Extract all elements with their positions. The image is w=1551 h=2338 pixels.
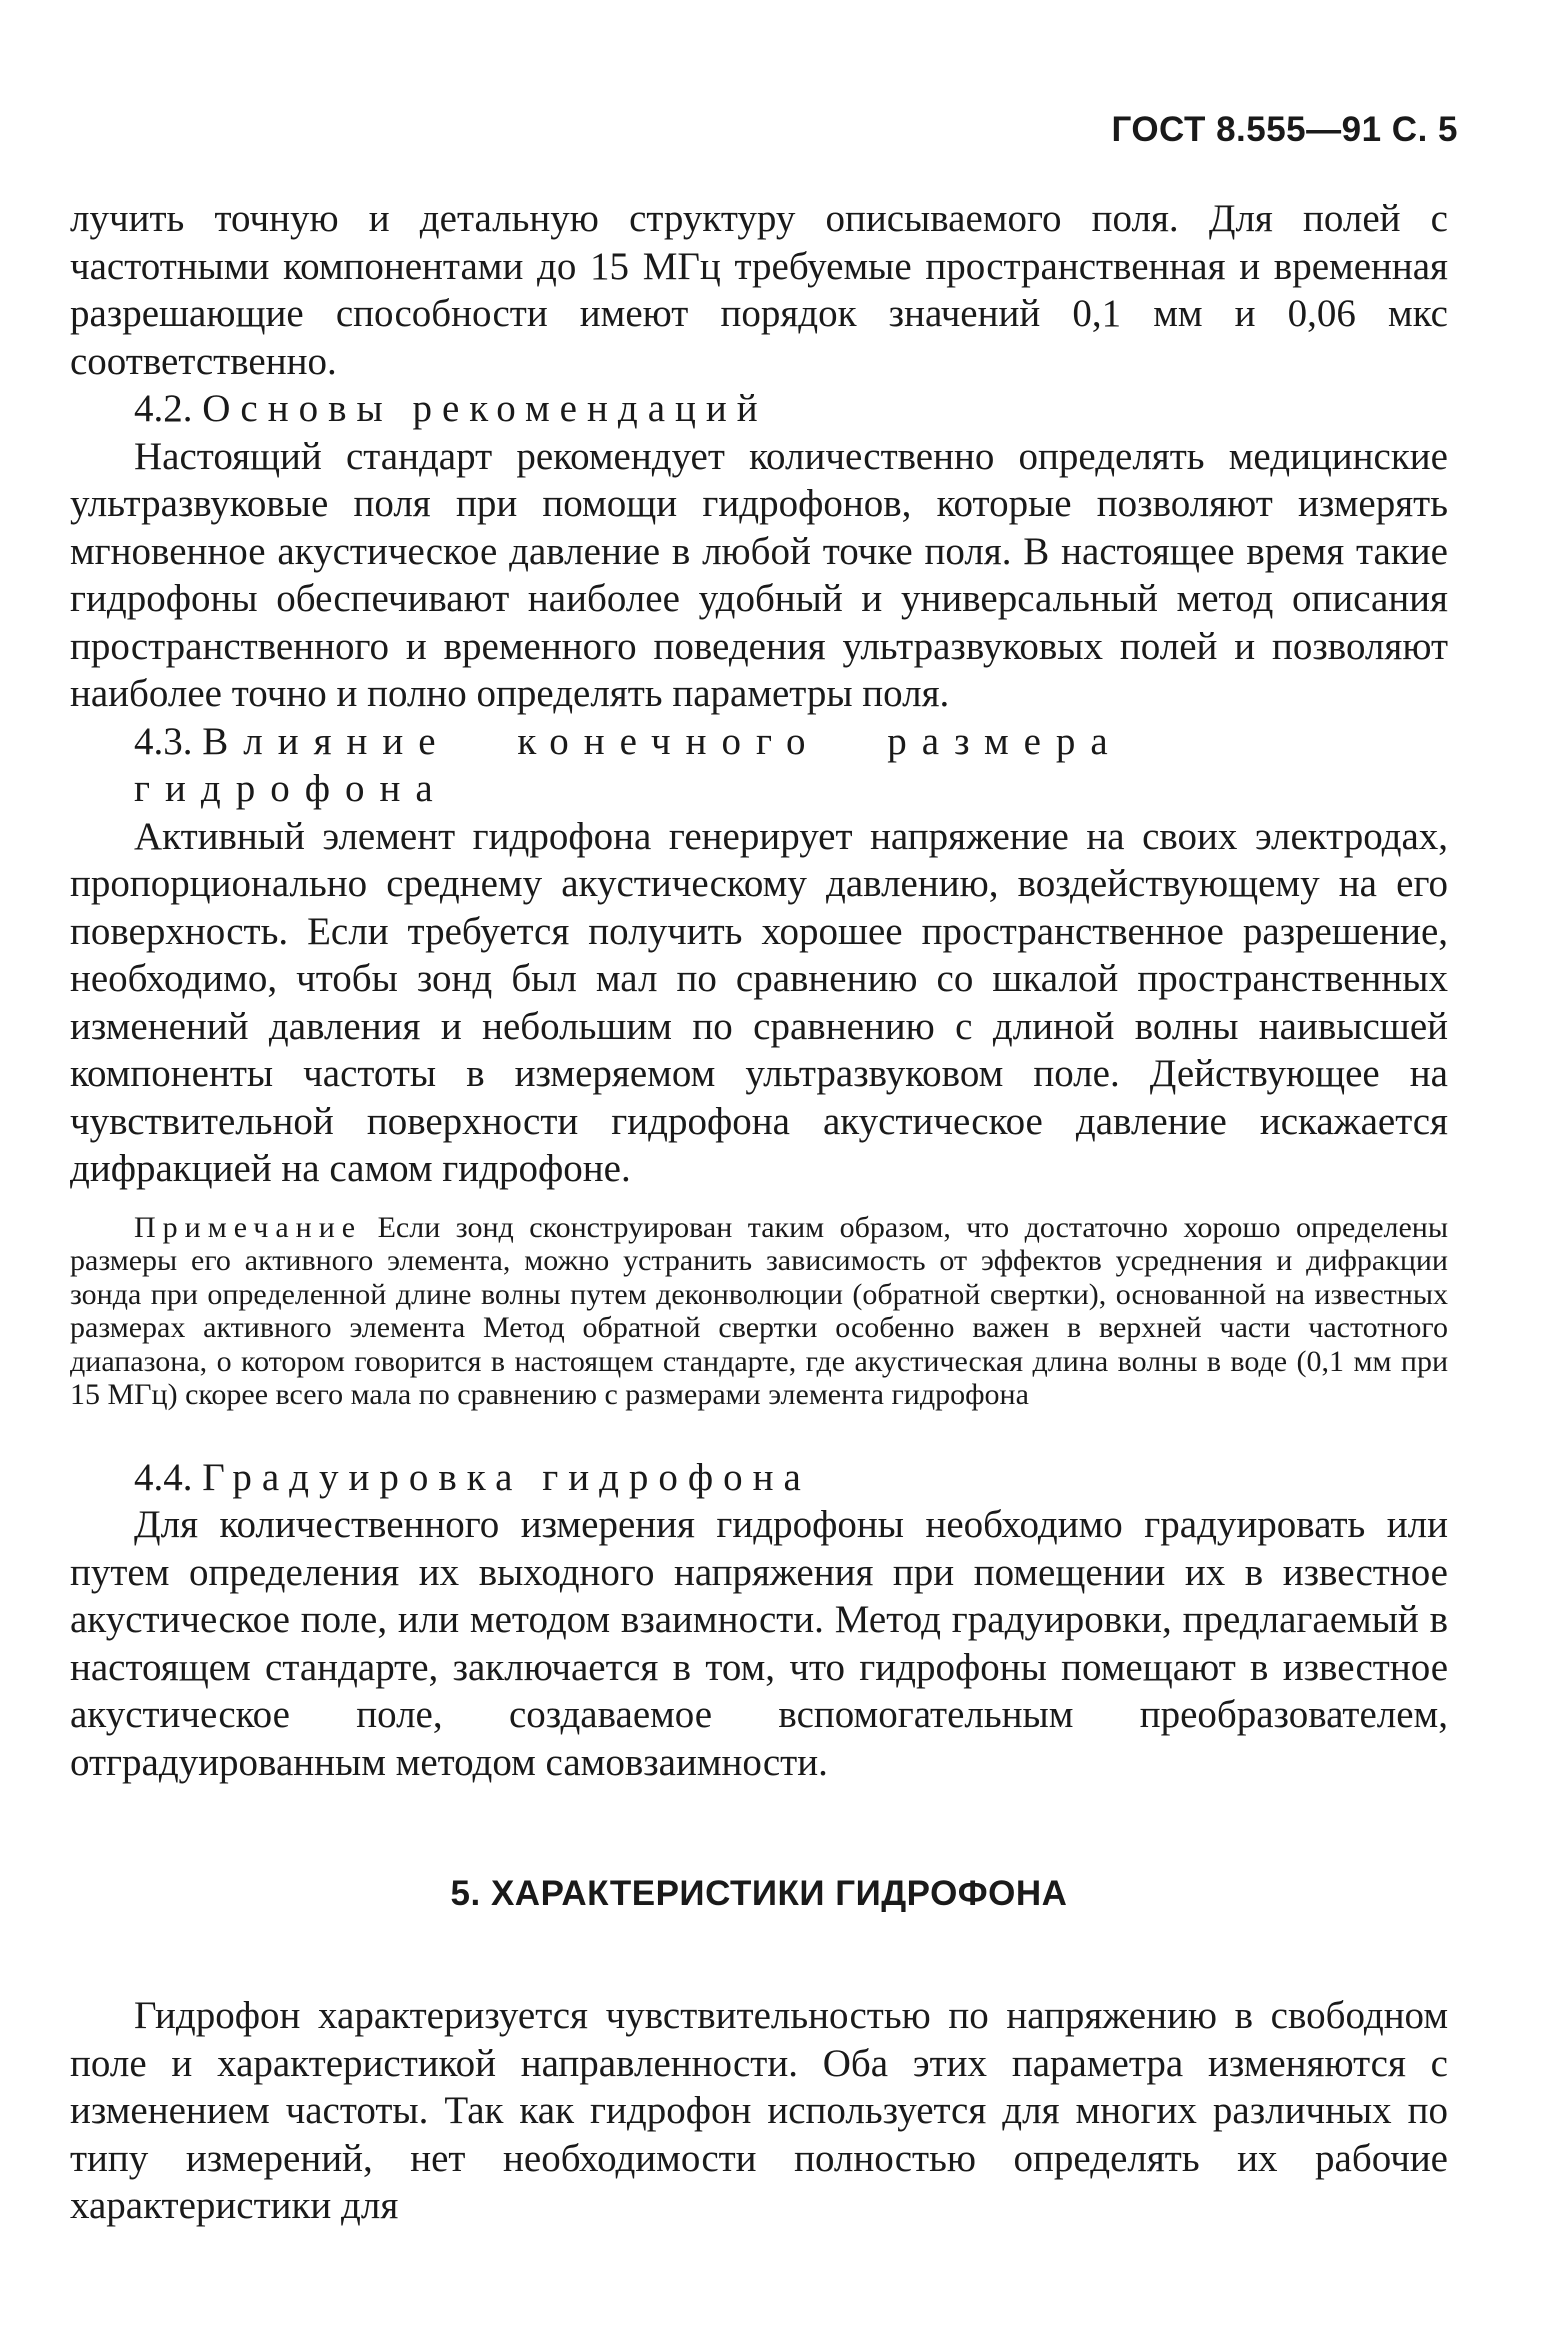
section-title: Влияние конечного размера гидрофона xyxy=(134,719,1123,810)
section-title: Основы рекомендаций xyxy=(202,387,768,430)
intro-paragraph: лучить точную и детальную структуру описываемого поля. Для полей с частотными компонентами до 15 МГц требуемые пространственная и временная разрешающие способности имеют порядок значений 0,1 мм и 0,06 мкс соответственно. xyxy=(70,197,1448,383)
section-number: 4.2. xyxy=(134,387,193,430)
section-4-2-paragraph: Настоящий стандарт рекомендует количественно определять медицинские ультразвуковые поля при помощи гидрофонов, которые позволяют измерять мгновенное акустическое давление в любой точке поля. В настоящее время такие гидрофоны обеспечивают наиболее удобный и универсальный метод описания пространственного и временного поведения ультразвуковых полей и позволяют наиболее точно и полно определять параметры поля. xyxy=(70,434,1448,715)
note-label: Примечание xyxy=(134,1210,363,1244)
section-4-4-heading xyxy=(70,1454,1448,1502)
section-4-2-heading xyxy=(70,385,1448,433)
section-number: 4.4. xyxy=(134,1455,193,1499)
section-4-3-paragraph: Активный элемент гидрофона генерирует напряжение на своих электродах, пропорционально среднему акустическому давлению, воздействующему на его поверхность. Если требуется получить хорошее пространственное разрешение, необходимо, чтобы зонд был мал по сравнению со шкалой пространственных изменений давления и небольшим по сравнению с длиной волны наивысшей компоненты частоты в измеряемом ультразвуковом поле. Действующее на чувствительной поверхности гидрофона акустическое давление искажается дифракцией на самом гидрофоне. xyxy=(70,814,1448,1190)
section-4-4-paragraph: Для количественного измерения гидрофоны необходимо градуировать или путем определения их выходного напряжения при помещении их в известное акустическое поле, или методом взаимности. Метод градуировки, предлагаемый в настоящем стандарте, заключается в том, что гидрофоны помещают в известное акустическое поле, создаваемое вспомогательным преобразователем, отградуированным методом самовзаимности. xyxy=(70,1503,1448,1784)
chapter-5-heading: 5. ХАРАКТЕРИСТИКИ ГИДРОФОНА xyxy=(450,1874,1068,1913)
section-number: 4.3. xyxy=(134,719,193,763)
running-head: ГОСТ 8.555—91 С. 5 xyxy=(1111,110,1458,149)
note-text: Если зонд сконструирован таким образом, что достаточно хорошо определены размеры его активного элемента, можно устранить зависимость от эффектов усреднения и дифракции зонда при определенной длине волны путем деконволюции (обратной свертки), основанной на известных размерах активного элемента Метод обратной свертки особенно важен в верхней части частотного диапазона, о котором говорится в настоящем стандарте, где акустическая длина волны в воде (0,1 мм при 15 МГц) скорее всего мала по сравнению с размерами элемента гидрофона xyxy=(70,1210,1449,1411)
note-block xyxy=(70,1211,1448,1412)
chapter-5-paragraph: Гидрофон характеризуется чувствительностью по напряжению в свободном поле и характеристикой направленности. Оба этих параметра изменяются с изменением частоты. Так как гидрофон используется для многих различных по типу измерений, нет необходимости полностью определять их рабочие характеристики для xyxy=(70,1994,1448,2227)
page-body xyxy=(70,195,1448,2230)
section-4-3-heading xyxy=(70,718,1448,813)
section-title: Градуировка гидрофона xyxy=(202,1455,811,1499)
